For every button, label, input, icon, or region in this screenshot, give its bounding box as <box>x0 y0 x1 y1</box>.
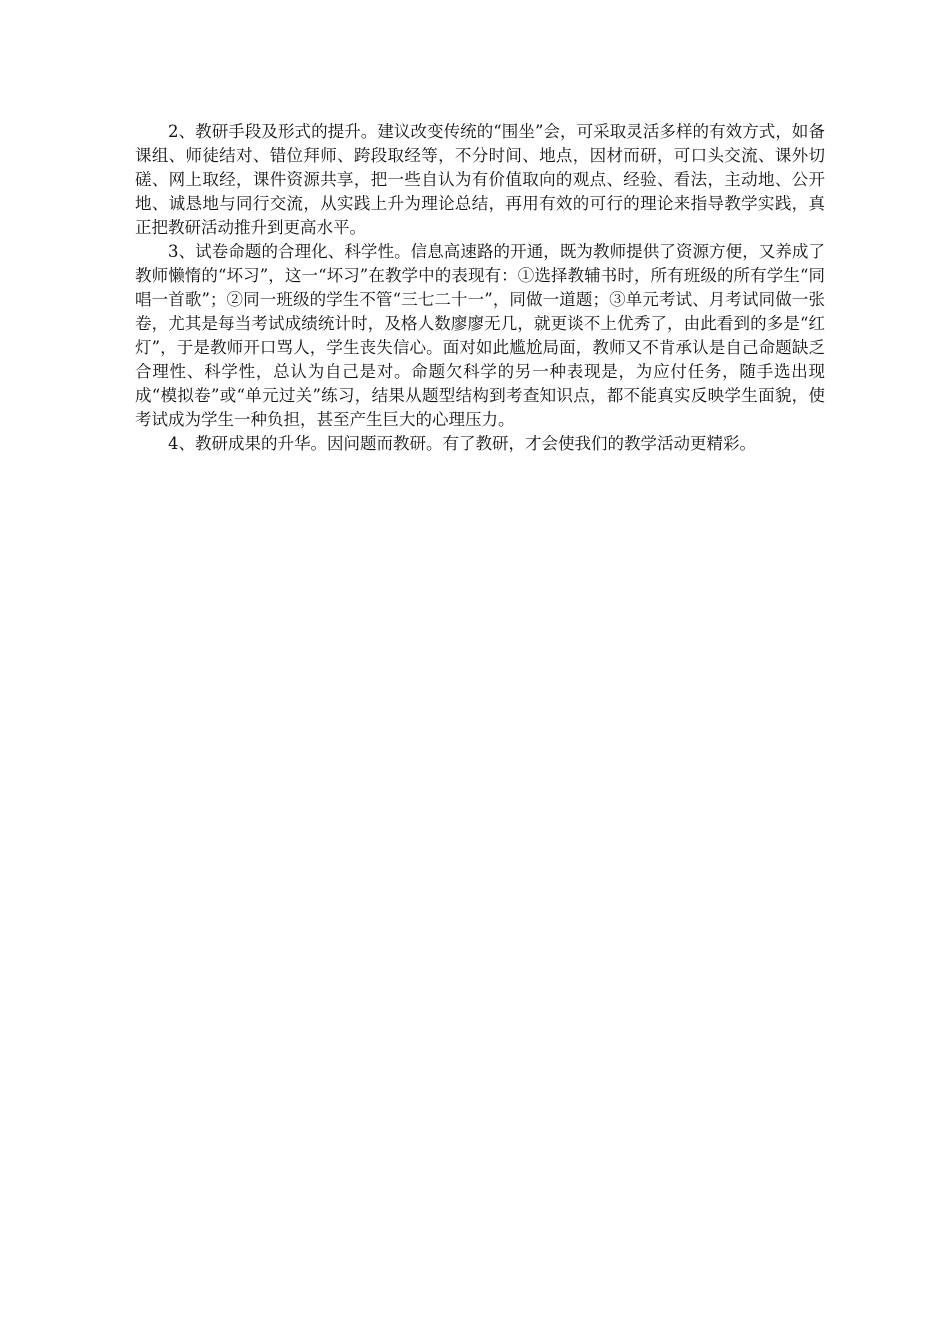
paragraph-exam-design: 3、试卷命题的合理化、科学性。信息高速路的开通，既为教师提供了资源方便，又养成了教师懒惰的“坏习”，这一“坏习”在教学中的表现有：①选择教辅书时，所有班级的所有学生“同唱一首歌”；②同一班级的学生不管“三七二十一”，同做一道题；③单元考试、月考试同做一张卷，尤其是每当考试成绩统计时，及格人数廖廖无几，就更谈不上优秀了，由此看到的多是“红灯”，于是教师开口骂人，学生丧失信心。面对如此尴尬局面，教师又不肯承认是自己命题缺乏合理性、科学性，总认为自己是对。命题欠科学的另一种表现是，为应付任务，随手选出现成“模拟卷”或“单元过关”练习，结果从题型结构到考查知识点，都不能真实反映学生面貌，使考试成为学生一种负担，甚至产生巨大的心理压力。 <box>135 242 825 429</box>
document-body <box>135 120 825 456</box>
paragraph-teaching-research-methods: 2、教研手段及形式的提升。建议改变传统的“围坐”会，可采取灵活多样的有效方式，如备课组、师徒结对、错位拜师、跨段取经等，不分时间、地点，因材而研，可口头交流、课外切磋、网上取经，课件资源共享，把一些自认为有价值取向的观点、经验、看法，主动地、公开地、诚恳地与同行交流，从实践上升为理论总结，再用有效的可行的理论来指导教学实践，真正把教研活动推升到更高水平。 <box>135 122 825 237</box>
paragraph-research-outcomes: 4、教研成果的升华。因问题而教研。有了教研，才会使我们的教学活动更精彩。 <box>168 434 756 453</box>
